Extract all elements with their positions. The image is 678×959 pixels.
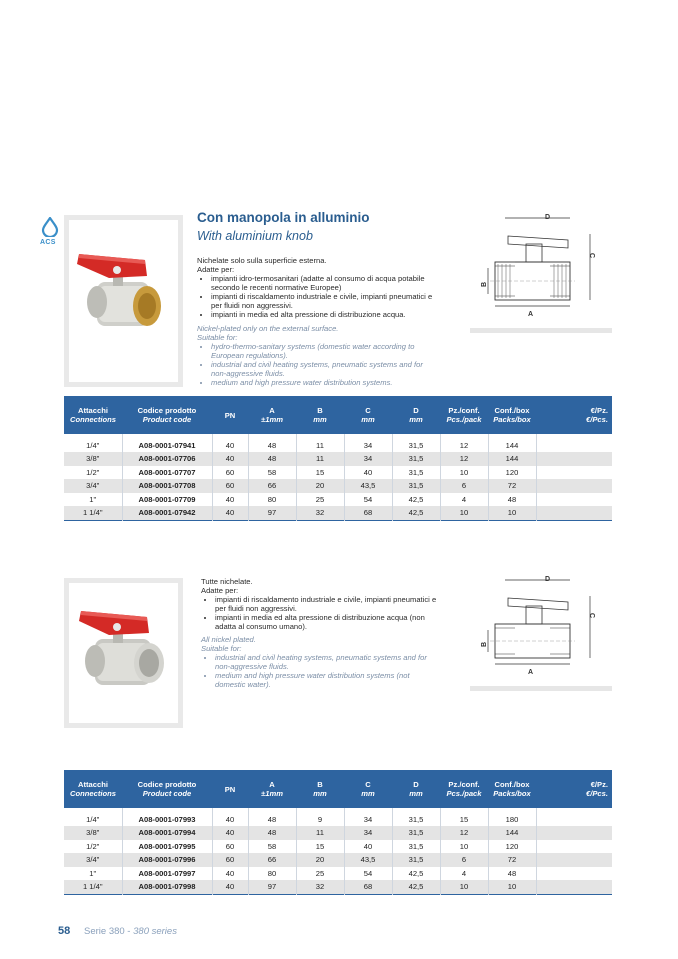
dim-label-d: D xyxy=(545,214,551,221)
description-label: Suitable for: xyxy=(201,644,242,653)
description-intro: Nickel-plated only on the external surface. xyxy=(197,324,339,333)
column-header-en: Product code xyxy=(142,415,192,424)
description-en xyxy=(197,324,437,387)
table-cell: 40 xyxy=(344,466,392,480)
table-cell xyxy=(536,434,612,452)
table-cell: 40 xyxy=(212,826,248,840)
column-header xyxy=(296,396,344,434)
table-cell: 120 xyxy=(488,466,536,480)
table-cell: 97 xyxy=(248,506,296,520)
table-cell: 20 xyxy=(296,479,344,493)
description-label: Adatte per: xyxy=(197,265,235,274)
table-cell xyxy=(536,880,612,894)
column-header-it: Pz./conf. xyxy=(448,406,480,415)
description-item: • medium and high pressure water distribution systems. xyxy=(211,378,437,387)
table-cell: 58 xyxy=(248,466,296,480)
table-cell: 48 xyxy=(248,452,296,466)
description-intro: Nichelate solo sulla superficie esterna. xyxy=(197,256,327,265)
table-cell: 32 xyxy=(296,880,344,894)
column-header xyxy=(212,770,248,808)
product-title-it: Con manopola in alluminio xyxy=(197,210,370,225)
table-row xyxy=(64,867,612,881)
description-item: • impianti in media ed alta pressione di distribuzione acqua (non adatta al consumo umano). xyxy=(215,613,441,631)
column-header-it: Codice prodotto xyxy=(137,780,197,789)
table-cell: 32 xyxy=(296,506,344,520)
table-cell: 34 xyxy=(344,452,392,466)
product-code-cell: A08-0001-07995 xyxy=(122,840,212,854)
table-cell: 31,5 xyxy=(392,452,440,466)
column-header-it: Pz./conf. xyxy=(448,780,480,789)
product-code-cell: A08-0001-07942 xyxy=(122,506,212,520)
column-header xyxy=(392,396,440,434)
table-cell: 11 xyxy=(296,434,344,452)
series-separator: - xyxy=(124,926,134,937)
column-header-it: Conf./box xyxy=(494,406,530,415)
column-header xyxy=(212,396,248,434)
table-cell: 1" xyxy=(64,867,122,881)
table-cell: 10 xyxy=(440,840,488,854)
table-row xyxy=(64,479,612,493)
table-cell: 31,5 xyxy=(392,466,440,480)
table-cell: 54 xyxy=(344,867,392,881)
column-header-it: D xyxy=(413,406,419,415)
description-item: • impianti di riscaldamento industriale e civile, impianti pneumatici e per fluidi non aggressivi. xyxy=(211,292,437,310)
column-header-it: PN xyxy=(224,410,236,420)
table-cell: 1" xyxy=(64,493,122,507)
table-cell: 12 xyxy=(440,434,488,452)
water-drop-icon xyxy=(41,217,59,237)
dim-label-a: A xyxy=(528,669,534,676)
table-cell: 12 xyxy=(440,826,488,840)
description-intro: Tutte nichelate. xyxy=(201,577,253,586)
table-cell: 34 xyxy=(344,826,392,840)
description-label: Suitable for: xyxy=(197,333,238,342)
table-cell: 10 xyxy=(440,466,488,480)
table-row xyxy=(64,808,612,826)
column-header-it: A xyxy=(269,406,275,415)
table-cell: 48 xyxy=(488,867,536,881)
description-item: • impianti di riscaldamento industriale e civile, impianti pneumatici e per fluidi non aggressivi. xyxy=(215,595,441,613)
table-cell: 60 xyxy=(212,853,248,867)
column-header-en: Connections xyxy=(70,789,116,798)
column-header-en: €/Pcs. xyxy=(586,789,608,798)
spec-table xyxy=(64,770,612,897)
table-cell: 31,5 xyxy=(392,840,440,854)
table-cell: 66 xyxy=(248,853,296,867)
table-cell: 3/4" xyxy=(64,853,122,867)
table-cell: 68 xyxy=(344,506,392,520)
table-cell: 6 xyxy=(440,853,488,867)
column-header xyxy=(122,770,212,808)
table-cell: 60 xyxy=(212,466,248,480)
column-header-it: Attacchi xyxy=(78,780,108,789)
column-header-en: mm xyxy=(361,415,375,424)
column-header xyxy=(344,396,392,434)
column-header-it: A xyxy=(269,780,275,789)
table-cell: 31,5 xyxy=(392,826,440,840)
table-cell: 40 xyxy=(212,808,248,826)
table-cell: 40 xyxy=(212,452,248,466)
table-cell: 72 xyxy=(488,479,536,493)
description-label: Adatte per: xyxy=(201,586,239,595)
table-cell: 40 xyxy=(212,880,248,894)
table-cell: 54 xyxy=(344,493,392,507)
table-cell: 60 xyxy=(212,479,248,493)
column-header xyxy=(488,396,536,434)
table-cell: 40 xyxy=(344,840,392,854)
table-cell: 42,5 xyxy=(392,867,440,881)
column-header xyxy=(440,396,488,434)
dim-label-c: C xyxy=(588,613,595,619)
table-row xyxy=(64,493,612,507)
table-cell: 11 xyxy=(296,452,344,466)
column-header-en: mm xyxy=(361,789,375,798)
column-header xyxy=(64,396,122,434)
column-header-it: €/Pz. xyxy=(590,780,608,789)
table-cell: 48 xyxy=(248,826,296,840)
table-cell: 48 xyxy=(248,808,296,826)
dim-label-a: A xyxy=(528,311,534,318)
table-cell: 3/8" xyxy=(64,826,122,840)
divider xyxy=(470,328,612,333)
technical-drawing xyxy=(470,210,610,320)
technical-drawing xyxy=(470,572,610,682)
description-item: • medium and high pressure water distribution systems (not domestic water). xyxy=(215,671,441,689)
column-header-en: ±1mm xyxy=(261,789,283,798)
column-header-en: Product code xyxy=(142,789,192,798)
column-header-it: D xyxy=(413,780,419,789)
column-header-it: C xyxy=(365,406,371,415)
table-cell: 1/4" xyxy=(64,434,122,452)
table-cell: 4 xyxy=(440,867,488,881)
table-cell: 31,5 xyxy=(392,479,440,493)
table-row xyxy=(64,466,612,480)
dim-label-b: B xyxy=(481,641,488,647)
table-cell: 80 xyxy=(248,867,296,881)
column-header-en: mm xyxy=(313,789,327,798)
table-cell: 72 xyxy=(488,853,536,867)
column-header-it: Codice prodotto xyxy=(137,406,197,415)
column-header xyxy=(248,396,296,434)
table-cell xyxy=(536,867,612,881)
column-header-en: Packs/box xyxy=(493,415,531,424)
table-cell: 68 xyxy=(344,880,392,894)
table-cell: 4 xyxy=(440,493,488,507)
table-cell: 31,5 xyxy=(392,434,440,452)
table-cell: 144 xyxy=(488,434,536,452)
table-cell: 15 xyxy=(440,808,488,826)
column-header-it: B xyxy=(317,780,323,789)
table-row xyxy=(64,434,612,452)
column-header-it: €/Pz. xyxy=(590,406,608,415)
column-header-en: Packs/box xyxy=(493,789,531,798)
table-cell: 180 xyxy=(488,808,536,826)
column-header-en: €/Pcs. xyxy=(586,415,608,424)
table-cell xyxy=(536,853,612,867)
table-cell: 42,5 xyxy=(392,880,440,894)
table-cell: 3/4" xyxy=(64,479,122,493)
column-header xyxy=(392,770,440,808)
page-number: 58 xyxy=(58,925,71,937)
table-row xyxy=(64,506,612,520)
table-cell xyxy=(536,466,612,480)
dim-label-d: D xyxy=(545,576,551,583)
table-cell: 15 xyxy=(296,840,344,854)
dim-label-c: C xyxy=(588,253,595,259)
column-header xyxy=(536,396,612,434)
table-cell: 48 xyxy=(488,493,536,507)
table-cell: 48 xyxy=(248,434,296,452)
product-code-cell: A08-0001-07998 xyxy=(122,880,212,894)
dim-label-b: B xyxy=(481,281,488,287)
table-cell: 1/2" xyxy=(64,466,122,480)
table-cell: 58 xyxy=(248,840,296,854)
column-header xyxy=(64,770,122,808)
product-code-cell: A08-0001-07708 xyxy=(122,479,212,493)
product-code-cell: A08-0001-07707 xyxy=(122,466,212,480)
table-cell xyxy=(536,479,612,493)
product-title-en: With aluminium knob xyxy=(197,229,313,243)
table-cell: 34 xyxy=(344,808,392,826)
column-header-en: Pcs./pack xyxy=(446,415,482,424)
table-header-row xyxy=(64,396,612,434)
table-cell xyxy=(536,808,612,826)
table-cell: 42,5 xyxy=(392,493,440,507)
table-row xyxy=(64,840,612,854)
table-cell xyxy=(536,840,612,854)
table-cell: 1 1/4" xyxy=(64,506,122,520)
column-header-en: Connections xyxy=(70,415,116,424)
description-en xyxy=(201,635,441,689)
table-cell: 144 xyxy=(488,826,536,840)
table-cell: 9 xyxy=(296,808,344,826)
table-cell: 66 xyxy=(248,479,296,493)
table-row xyxy=(64,452,612,466)
table-cell: 1/4" xyxy=(64,808,122,826)
table-cell: 10 xyxy=(488,506,536,520)
column-header-it: PN xyxy=(224,784,236,794)
table-cell: 10 xyxy=(488,880,536,894)
table-cell: 43,5 xyxy=(344,853,392,867)
description-item: • industrial and civil heating systems, pneumatic systems and for non-aggressive fluids. xyxy=(211,360,437,378)
column-header-en: mm xyxy=(409,789,423,798)
description-item: • impianti idro-termosanitari (adatte al consumo di acqua potabile secondo le recenti normative Europee) xyxy=(211,274,437,292)
table-cell: 1 1/4" xyxy=(64,880,122,894)
column-header-en: ±1mm xyxy=(261,415,283,424)
table-cell: 144 xyxy=(488,452,536,466)
product-photo-aluminium-knob xyxy=(64,215,183,387)
description-it xyxy=(201,577,441,631)
table-cell: 34 xyxy=(344,434,392,452)
spec-table xyxy=(64,396,612,523)
column-header xyxy=(488,770,536,808)
table-cell: 31,5 xyxy=(392,853,440,867)
product-photo-nickel-plated xyxy=(64,578,183,728)
table-cell: 6 xyxy=(440,479,488,493)
description-intro: All nickel plated. xyxy=(201,635,256,644)
acs-label: ACS xyxy=(40,239,56,246)
column-header-it: C xyxy=(365,780,371,789)
table-cell: 42,5 xyxy=(392,506,440,520)
column-header-it: Conf./box xyxy=(494,780,530,789)
table-cell: 10 xyxy=(440,506,488,520)
table-cell: 10 xyxy=(440,880,488,894)
table-cell xyxy=(536,506,612,520)
series-it: Serie 380 xyxy=(84,926,125,937)
table-cell: 1/2" xyxy=(64,840,122,854)
table-cell: 3/8" xyxy=(64,452,122,466)
table-cell: 43,5 xyxy=(344,479,392,493)
column-header xyxy=(122,396,212,434)
column-header-en: mm xyxy=(409,415,423,424)
table-cell: 97 xyxy=(248,880,296,894)
table-cell: 15 xyxy=(296,466,344,480)
series-label xyxy=(84,926,177,937)
table-row xyxy=(64,853,612,867)
product-code-cell: A08-0001-07993 xyxy=(122,808,212,826)
divider xyxy=(470,686,612,691)
column-header xyxy=(344,770,392,808)
column-header xyxy=(536,770,612,808)
column-header xyxy=(296,770,344,808)
column-header xyxy=(440,770,488,808)
table-row xyxy=(64,880,612,894)
table-cell: 11 xyxy=(296,826,344,840)
column-header xyxy=(248,770,296,808)
table-cell: 25 xyxy=(296,867,344,881)
table-cell xyxy=(536,452,612,466)
table-cell: 120 xyxy=(488,840,536,854)
table-cell: 31,5 xyxy=(392,808,440,826)
series-en: 380 series xyxy=(133,926,177,937)
product-code-cell: A08-0001-07994 xyxy=(122,826,212,840)
product-code-cell: A08-0001-07996 xyxy=(122,853,212,867)
description-item: • industrial and civil heating systems, pneumatic systems and for non-aggressive fluids. xyxy=(215,653,441,671)
table-cell: 40 xyxy=(212,493,248,507)
column-header-it: Attacchi xyxy=(78,406,108,415)
table-cell: 25 xyxy=(296,493,344,507)
table-header-row xyxy=(64,770,612,808)
description-item: • impianti in media ed alta pressione di distribuzione acqua. xyxy=(211,310,437,319)
table-cell: 60 xyxy=(212,840,248,854)
product-code-cell: A08-0001-07709 xyxy=(122,493,212,507)
product-code-cell: A08-0001-07941 xyxy=(122,434,212,452)
table-cell: 20 xyxy=(296,853,344,867)
description-it xyxy=(197,256,437,319)
column-header-en: mm xyxy=(313,415,327,424)
product-code-cell: A08-0001-07997 xyxy=(122,867,212,881)
column-header-en: Pcs./pack xyxy=(446,789,482,798)
table-cell: 40 xyxy=(212,506,248,520)
table-cell: 40 xyxy=(212,867,248,881)
table-cell: 40 xyxy=(212,434,248,452)
table-cell xyxy=(536,826,612,840)
table-cell: 80 xyxy=(248,493,296,507)
table-cell xyxy=(536,493,612,507)
product-code-cell: A08-0001-07706 xyxy=(122,452,212,466)
description-item: • hydro-thermo-sanitary systems (domestic water according to European regulations). xyxy=(211,342,437,360)
table-cell: 12 xyxy=(440,452,488,466)
table-row xyxy=(64,826,612,840)
column-header-it: B xyxy=(317,406,323,415)
